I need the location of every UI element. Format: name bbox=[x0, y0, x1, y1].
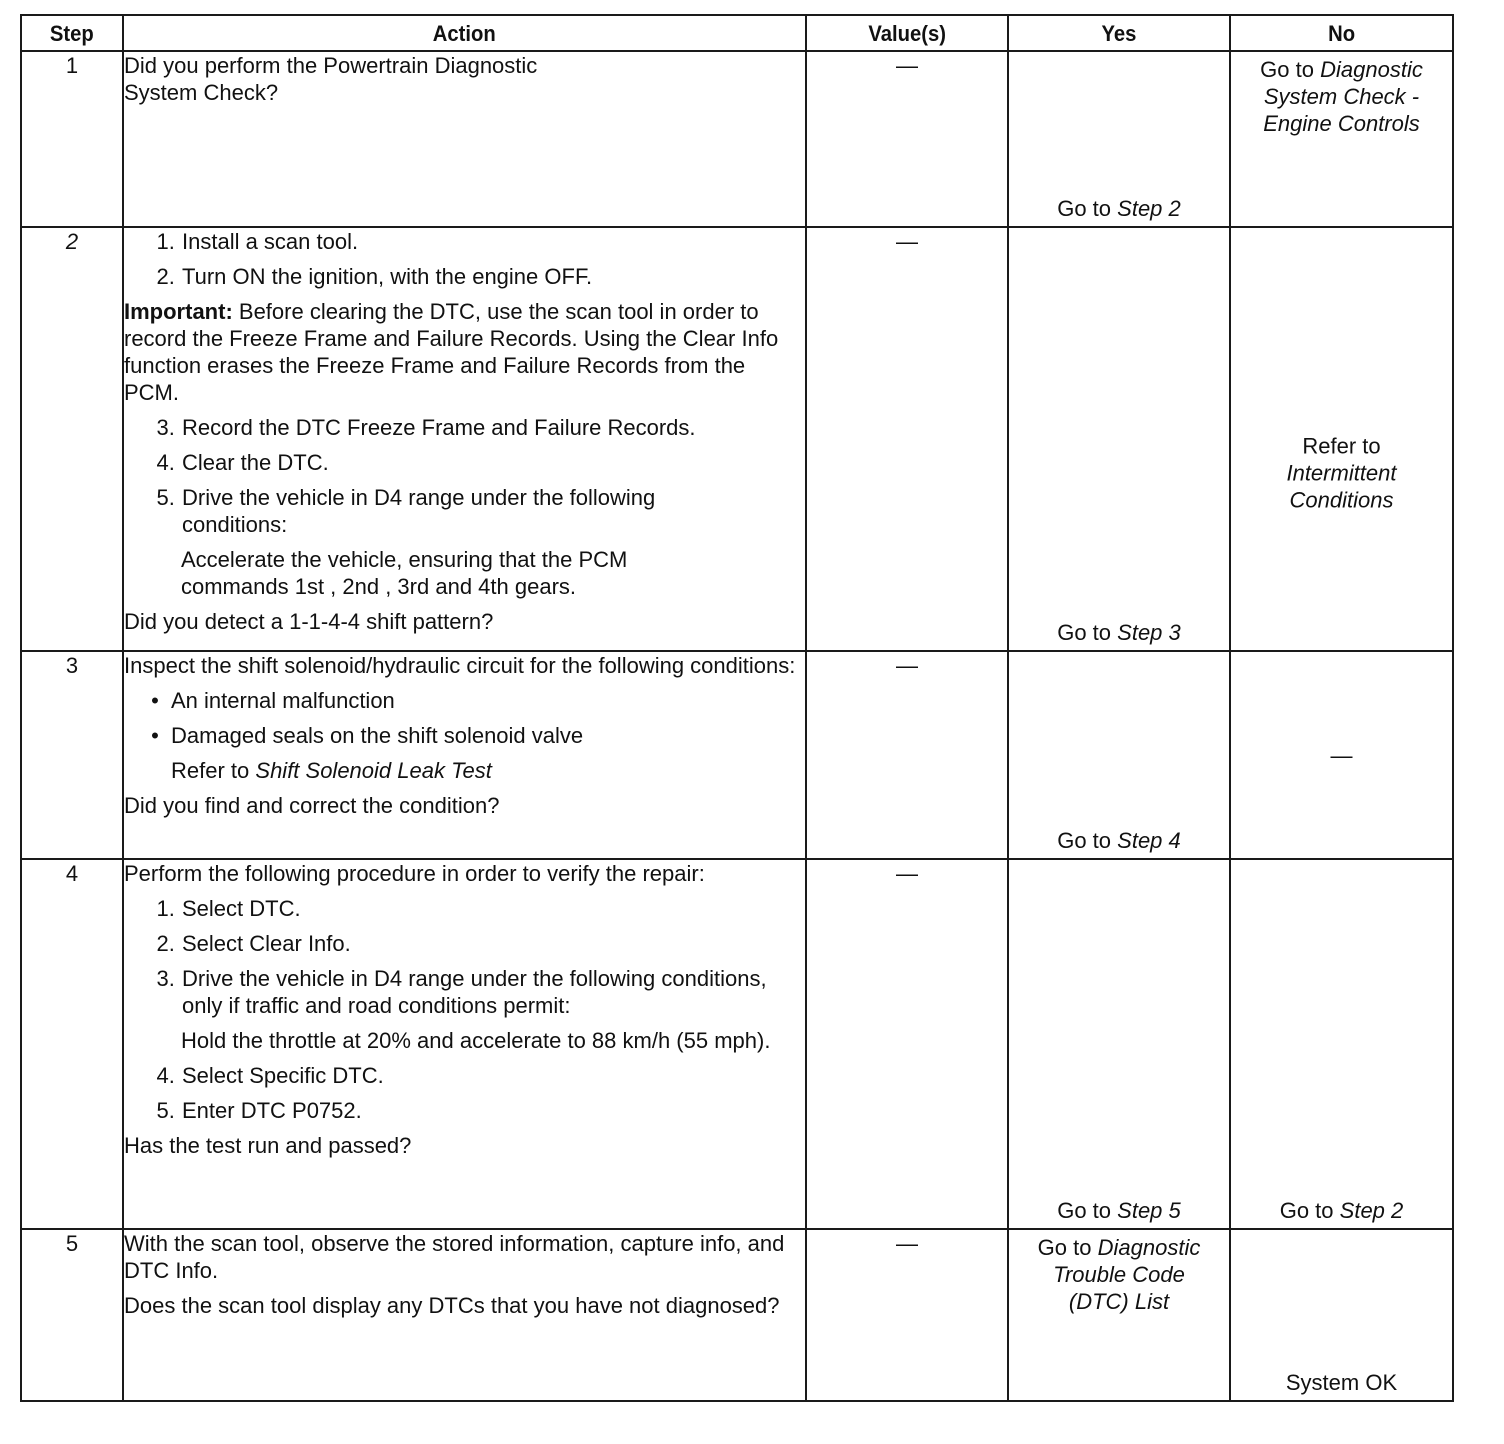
action-question: Did you detect a 1-1-4-4 shift pattern? bbox=[124, 609, 494, 634]
value-cell bbox=[806, 1229, 1008, 1401]
refer-text: Refer to Shift Solenoid Leak Test bbox=[171, 758, 492, 783]
header-values: Value(s) bbox=[806, 15, 1008, 51]
step-number: 2 bbox=[21, 227, 123, 651]
list-item: 5. Drive the vehicle in D4 range under the following conditions: bbox=[156, 485, 656, 537]
list-item: 1. Select DTC. bbox=[156, 896, 301, 921]
no-text: System OK bbox=[1285, 1370, 1398, 1395]
value-dash: — bbox=[896, 653, 918, 678]
yes-link[interactable]: Step 5 bbox=[1117, 1198, 1181, 1223]
yes-link[interactable]: Step 3 bbox=[1117, 620, 1181, 645]
step-number: 5 bbox=[21, 1229, 123, 1401]
no-text: Refer to Intermittent Conditions bbox=[1286, 433, 1397, 513]
header-no: No bbox=[1230, 15, 1453, 51]
action-cell bbox=[123, 1229, 806, 1401]
yes-cell bbox=[1008, 227, 1230, 651]
list-item: 4. Select Specific DTC. bbox=[156, 1063, 384, 1088]
list-item: 3. Record the DTC Freeze Frame and Failure Records. bbox=[156, 415, 696, 440]
yes-text: Go to Step 3 bbox=[1057, 620, 1181, 645]
list-item: 2. Select Clear Info. bbox=[156, 931, 351, 956]
value-cell bbox=[806, 227, 1008, 651]
refer-link[interactable]: Shift Solenoid Leak Test bbox=[255, 758, 492, 783]
list-item-detail: Hold the throttle at 20% and accelerate to 88 km/h (55 mph). bbox=[181, 1028, 771, 1053]
no-link[interactable]: Step 2 bbox=[1339, 1198, 1404, 1223]
diagnostic-table bbox=[20, 14, 1454, 1402]
yes-link[interactable]: Step 2 bbox=[1117, 196, 1181, 221]
no-link[interactable]: Diagnostic System Check - Engine Controls bbox=[1263, 57, 1423, 136]
no-cell bbox=[1230, 651, 1453, 859]
value-dash: — bbox=[896, 861, 918, 886]
action-intro: With the scan tool, observe the stored information, capture info, and DTC Info. bbox=[124, 1231, 785, 1283]
value-cell bbox=[806, 651, 1008, 859]
action-cell bbox=[123, 859, 806, 1229]
no-cell bbox=[1230, 227, 1453, 651]
yes-cell bbox=[1008, 1229, 1230, 1401]
yes-link[interactable]: Diagnostic Trouble Code (DTC) List bbox=[1053, 1235, 1201, 1314]
value-dash: — bbox=[896, 229, 918, 254]
bullet-item: • An internal malfunction bbox=[151, 688, 395, 713]
yes-link[interactable]: Step 4 bbox=[1117, 828, 1181, 853]
no-text: — bbox=[1330, 742, 1353, 768]
table-row-step-3 bbox=[21, 651, 1453, 859]
step-number: 3 bbox=[21, 651, 123, 859]
list-item-detail: Accelerate the vehicle, ensuring that the PCM commands 1st , 2nd , 3rd and 4th gears. bbox=[181, 547, 628, 599]
step-number: 4 bbox=[21, 859, 123, 1229]
no-link[interactable]: Intermittent Conditions bbox=[1286, 460, 1397, 513]
table-row-step-1 bbox=[21, 51, 1453, 227]
no-cell bbox=[1230, 1229, 1453, 1401]
table-row-step-4 bbox=[21, 859, 1453, 1229]
action-cell bbox=[123, 227, 806, 651]
step-number: 1 bbox=[21, 51, 123, 227]
action-question: Does the scan tool display any DTCs that you have not diagnosed? bbox=[124, 1293, 780, 1318]
yes-text: Go to Step 2 bbox=[1057, 196, 1181, 221]
important-note: Important: Before clearing the DTC, use the scan tool in order to record the Freeze Frame and Failure Records. Using the Clear Info function erases the Freeze Frame and Failure Records from the PCM. bbox=[124, 299, 779, 405]
list-item: 4. Clear the DTC. bbox=[156, 450, 329, 475]
bullet-item: • Damaged seals on the shift solenoid valve bbox=[151, 723, 584, 748]
action-cell bbox=[123, 51, 806, 227]
yes-text: Go to Step 4 bbox=[1057, 828, 1181, 853]
action-intro: Inspect the shift solenoid/hydraulic circuit for the following conditions: bbox=[124, 653, 796, 678]
yes-cell bbox=[1008, 651, 1230, 859]
value-cell bbox=[806, 51, 1008, 227]
no-cell bbox=[1230, 859, 1453, 1229]
action-intro: Perform the following procedure in order to verify the repair: bbox=[124, 861, 705, 886]
header-row bbox=[21, 15, 1453, 51]
list-item: 5. Enter DTC P0752. bbox=[156, 1098, 362, 1123]
action-question: Did you find and correct the condition? bbox=[124, 793, 500, 818]
no-text: Go to Diagnostic System Check - Engine Controls bbox=[1260, 57, 1423, 136]
list-item: 2. Turn ON the ignition, with the engine OFF. bbox=[156, 264, 593, 289]
value-dash: — bbox=[896, 53, 918, 78]
list-item: 3. Drive the vehicle in D4 range under the following conditions, only if traffic and road conditions permit: bbox=[156, 966, 767, 1018]
yes-text: Go to Diagnostic Trouble Code (DTC) List bbox=[1037, 1235, 1201, 1314]
table-row-step-5 bbox=[21, 1229, 1453, 1401]
header-step: Step bbox=[21, 15, 123, 51]
no-text: Go to Step 2 bbox=[1279, 1198, 1404, 1223]
yes-cell bbox=[1008, 859, 1230, 1229]
header-action: Action bbox=[123, 15, 806, 51]
no-cell bbox=[1230, 51, 1453, 227]
action-question: Did you perform the Powertrain Diagnostic System Check? bbox=[124, 53, 538, 105]
header-yes: Yes bbox=[1008, 15, 1230, 51]
yes-text: Go to Step 5 bbox=[1057, 1198, 1181, 1223]
value-dash: — bbox=[896, 1231, 918, 1256]
action-cell bbox=[123, 651, 806, 859]
value-cell bbox=[806, 859, 1008, 1229]
table-row-step-2 bbox=[21, 227, 1453, 651]
action-question: Has the test run and passed? bbox=[124, 1133, 412, 1158]
yes-cell bbox=[1008, 51, 1230, 227]
list-item: 1. Install a scan tool. bbox=[156, 229, 359, 254]
